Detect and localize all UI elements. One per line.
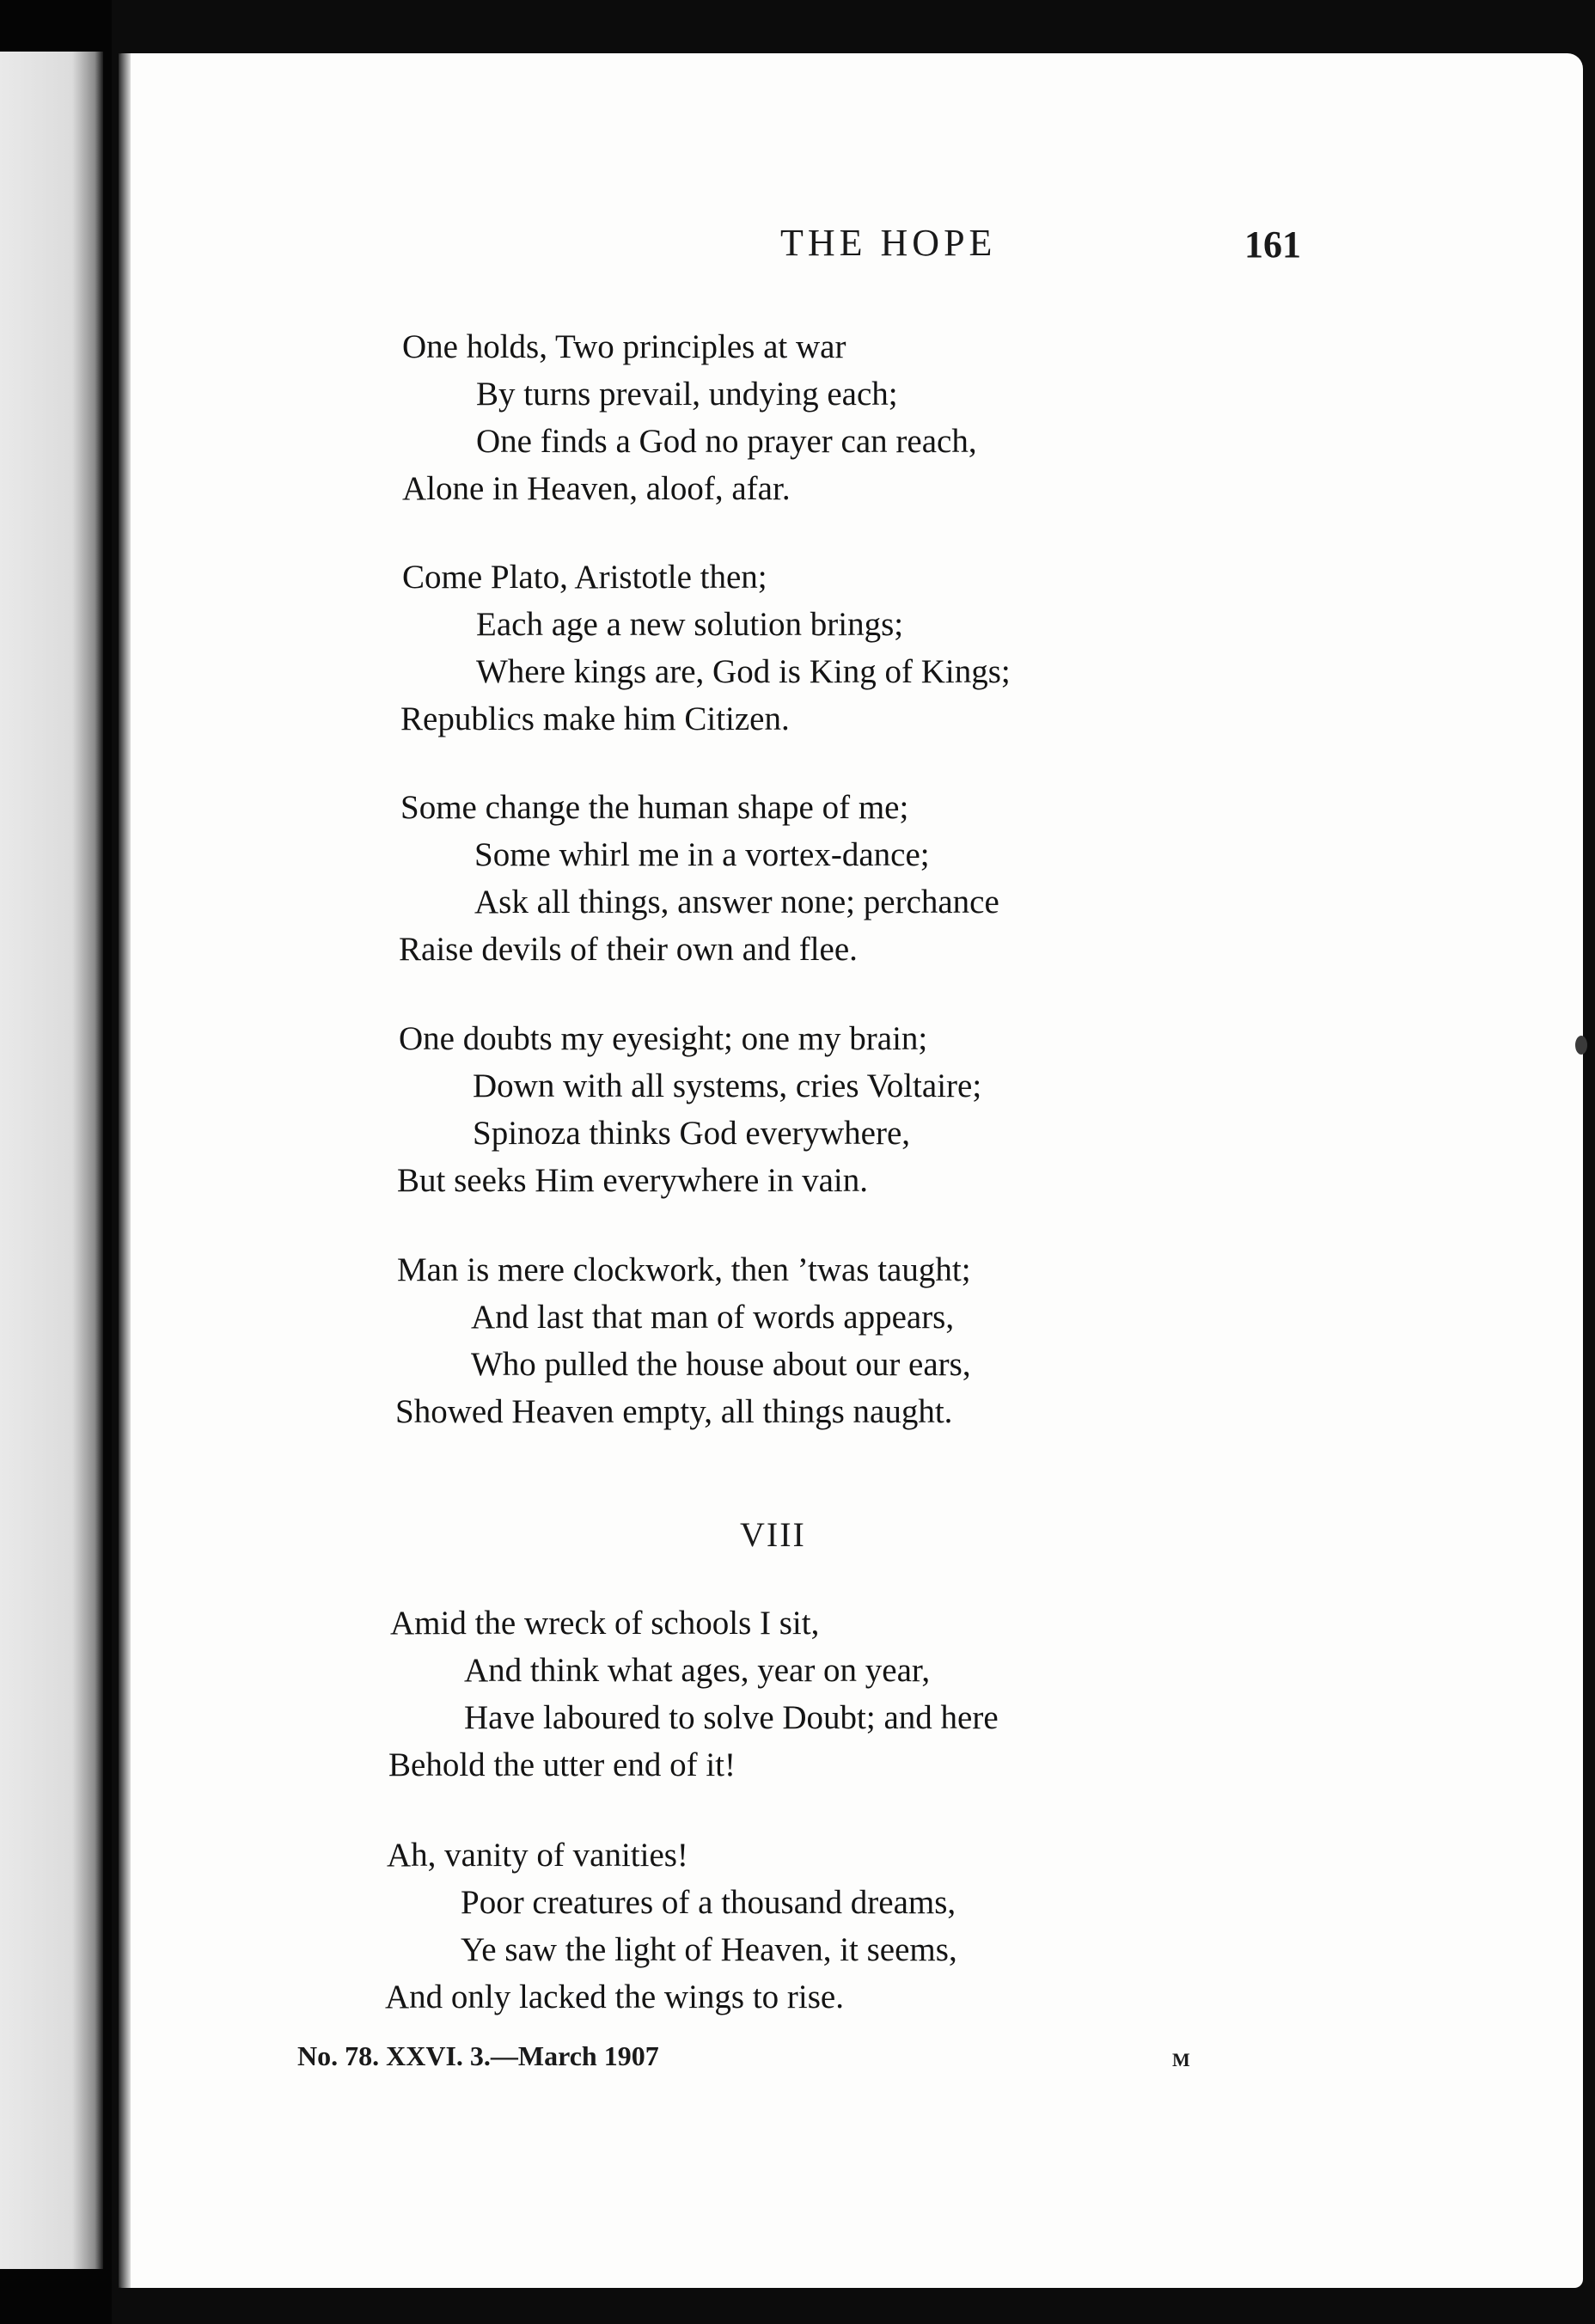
verse-line: Ye saw the light of Heaven, it seems,	[461, 1931, 957, 1968]
verse-line: Poor creatures of a thousand dreams,	[461, 1884, 956, 1921]
gutter-shadow	[119, 53, 131, 2288]
running-head: THE HOPE	[780, 222, 997, 264]
verse-line: Ask all things, answer none; perchance	[474, 884, 999, 920]
verse-line: By turns prevail, undying each;	[476, 376, 898, 413]
verse-line: Each age a new solution brings;	[476, 606, 904, 643]
verse-line: Man is mere clockwork, then ’twas taught;	[397, 1251, 971, 1288]
verse-line: One holds, Two principles at war	[402, 328, 846, 365]
verse-line: Alone in Heaven, aloof, afar.	[402, 470, 791, 507]
verse-line: One finds a God no prayer can reach,	[476, 423, 977, 460]
footer-signature: No. 78. XXVI. 3.—March 1907	[297, 2040, 659, 2071]
verse-line: Amid the wreck of schools I sit,	[390, 1605, 820, 1642]
verse-line: One doubts my eyesight; one my brain;	[399, 1020, 928, 1057]
verse-line: Spinoza thinks God everywhere,	[473, 1115, 911, 1152]
verse-line: Have laboured to solve Doubt; and here	[464, 1699, 999, 1736]
verse-line: Come Plato, Aristotle then;	[402, 559, 767, 596]
book-page	[119, 53, 1583, 2288]
verse-line: And think what ages, year on year,	[464, 1652, 931, 1689]
verse-line: Some change the human shape of me;	[400, 789, 909, 826]
scan-fleck	[1575, 1036, 1587, 1055]
verse-line: Raise devils of their own and flee.	[399, 931, 858, 968]
verse-line: Showed Heaven empty, all things naught.	[395, 1393, 953, 1430]
section-heading: VIII	[740, 1515, 806, 1554]
verse-line: Some whirl me in a vortex-dance;	[474, 836, 930, 873]
verse-line: Behold the utter end of it!	[388, 1746, 736, 1783]
verse-line: And last that man of words appears,	[471, 1299, 955, 1336]
verse-line: And only lacked the wings to rise.	[385, 1978, 844, 2015]
verse-line: Where kings are, God is King of Kings;	[476, 653, 1011, 690]
verse-line: Who pulled the house about our ears,	[471, 1346, 971, 1383]
footer-signature-mark: M	[1172, 2049, 1190, 2070]
page-number: 161	[1244, 223, 1301, 266]
verse-line: But seeks Him everywhere in vain.	[397, 1162, 869, 1199]
previous-page-edge	[0, 52, 103, 2269]
verse-line: Ah, vanity of vanities!	[387, 1837, 688, 1874]
verse-line: Down with all systems, cries Voltaire;	[473, 1067, 982, 1104]
verse-line: Republics make him Citizen.	[400, 700, 790, 737]
